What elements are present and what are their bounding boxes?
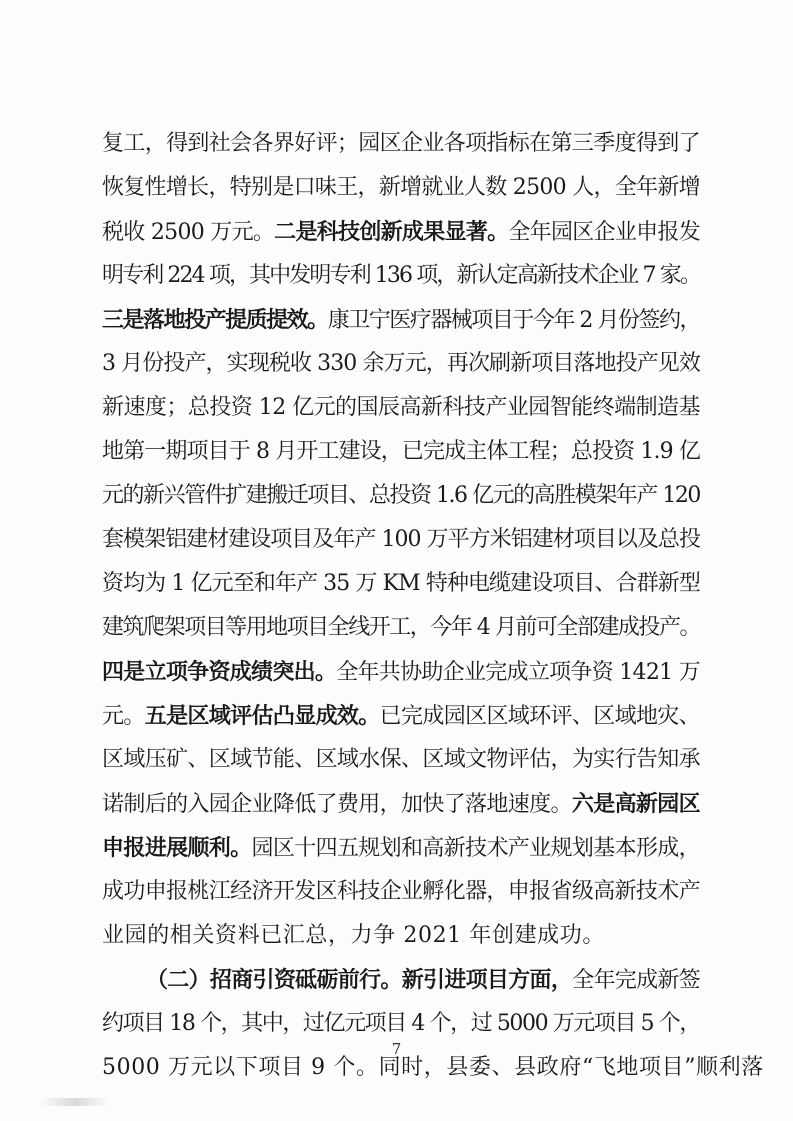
- text-segment: 资均为 1 亿元至和年产 35 万 KM 特种电缆建设项目、合群新型: [102, 571, 700, 596]
- text-segment: 套模架铝建材建设项目及年产 100 万平方米铝建材项目以及总投: [102, 527, 700, 552]
- text-segment: 元的新兴管件扩建搬迁项目、总投资 1.6 亿元的高胜模架年产 120: [102, 483, 700, 508]
- page-number: 7: [391, 1040, 402, 1058]
- text-segment: 税收 2500 万元。: [102, 220, 275, 245]
- text-line: [102, 298, 702, 342]
- text-line: [102, 210, 702, 254]
- text-segment: 业园的相关资料已汇总，力争 2021 年创建成功。: [102, 923, 605, 948]
- scan-artifact: [40, 1098, 110, 1106]
- bold-text-segment: 六是高新园区: [571, 791, 701, 817]
- bold-text-segment: 四是立项争资成绩突出。: [102, 659, 337, 685]
- text-line: [102, 342, 702, 386]
- text-segment: 新速度；总投资 12 亿元的国辰高新科技产业园智能终端制造基: [102, 395, 700, 420]
- text-segment: 地第一期项目于 8 月开工建设，已完成主体工程；总投资 1.9 亿: [102, 439, 700, 464]
- text-segment: 园区十四五规划和高新技术产业规划基本形成，: [251, 836, 701, 861]
- bold-text-segment: 二是科技创新成果显著。: [274, 219, 509, 245]
- text-segment: 建筑爬架项目等用地项目全线开工，今年 4 月前可全部建成投产。: [102, 615, 700, 640]
- text-line: [102, 826, 702, 870]
- text-segment: 诺制后的入园企业降低了费用，加快了落地速度。: [102, 792, 572, 817]
- bold-text-segment: 三是落地投产提质提效。: [102, 307, 328, 333]
- bold-text-segment: 新引进项目方面，: [401, 967, 573, 993]
- text-segment: 明专利 224 项，其中发明专利 136 项，新认定高新技术企业 7 家。: [102, 263, 700, 288]
- text-segment: 康卫宁医疗器械项目于今年 2 月份签约，: [327, 308, 700, 333]
- text-line: [102, 474, 702, 518]
- text-segment: 全年园区企业申报发: [508, 220, 700, 245]
- text-segment: 元。: [102, 704, 145, 729]
- text-segment: 全年共协助企业完成立项争资 1421 万: [336, 660, 700, 685]
- text-segment: 全年完成新签: [572, 968, 701, 993]
- text-segment: 已完成园区区域环评、区域地灾、: [379, 704, 701, 729]
- text-segment: 复工，得到社会各界好评；园区企业各项指标在第三季度得到了: [102, 131, 701, 156]
- text-line: [102, 738, 702, 782]
- text-line: [102, 958, 702, 1002]
- text-line: [102, 694, 702, 738]
- text-line: [102, 518, 702, 562]
- text-line: [102, 166, 702, 210]
- text-segment: 约项目 18 个，其中，过亿元项目 4 个，过 5000 万元项目 5 个，: [102, 1011, 700, 1036]
- text-line: [102, 254, 702, 298]
- text-segment: 成功申报桃江经济开发区科技企业孵化器，申报省级高新技术产: [102, 879, 701, 904]
- text-line: [102, 562, 702, 606]
- bold-text-segment: （二）招商引资砥砺前行。: [146, 967, 402, 993]
- text-line: [102, 430, 702, 474]
- body-text: [102, 122, 764, 1090]
- text-segment: 3 月份投产，实现税收 330 余万元，再次刷新项目落地投产见效: [102, 351, 700, 376]
- bold-text-segment: 五是区域评估凸显成效。: [144, 703, 380, 729]
- text-segment: 恢复性增长，特别是口味王，新增就业人数 2500 人，全年新增: [102, 175, 700, 200]
- text-line: [102, 386, 702, 430]
- text-line: [102, 870, 702, 914]
- text-line: [102, 122, 702, 166]
- text-line: [102, 650, 702, 694]
- text-line: [102, 914, 702, 958]
- text-line: [102, 782, 702, 826]
- text-line: [102, 606, 702, 650]
- bold-text-segment: 申报进展顺利。: [102, 835, 252, 861]
- text-segment: 区域压矿、区域节能、区域水保、区域文物评估，为实行告知承: [102, 747, 701, 772]
- text-segment: 5000 万元以下项目 9 个。同时，县委、县政府“飞地项目”顺利落: [102, 1055, 764, 1080]
